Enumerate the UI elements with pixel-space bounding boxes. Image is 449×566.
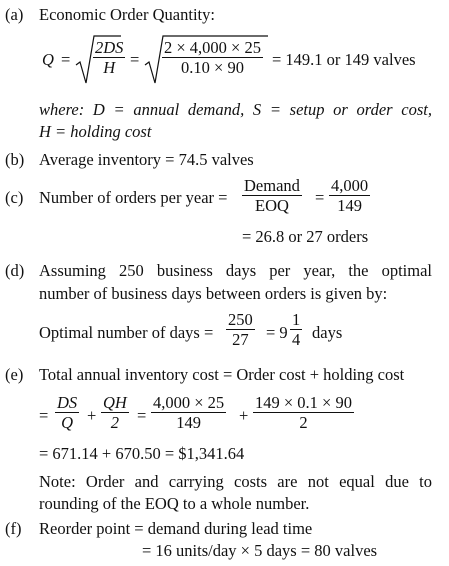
plus-sign: + [239,406,249,425]
reorder-point-text: Reorder point = demand during lead time [39,519,313,538]
plus-sign: + [87,406,97,425]
part-e-label: (e) [5,365,24,384]
part-f-label: (f) [5,519,22,538]
fraction-denominator: EOQ [254,196,289,215]
orders-numeric-fraction [329,176,370,215]
equals-sign: = [61,50,71,69]
part-b-label: (b) [5,150,25,169]
quarter-fraction [290,310,302,349]
part-d-label: (d) [5,261,25,280]
equals-sign: = [315,188,325,207]
fraction-numerator: 4,000 [331,176,369,195]
equals-nine: = 9 [266,323,288,342]
note-line2: rounding of the EOQ to a whole number. [39,494,310,513]
equals-sign: = [39,406,49,425]
fraction-numerator: 4,000 × 25 [153,393,225,412]
part-a-title: Economic Order Quantity: [39,5,215,24]
fraction-denominator: 149 [176,413,201,432]
assumption-line1: Assuming 250 business days per year, the optimal [39,261,432,280]
equals-sign: = [137,406,147,425]
demand-over-eoq-fraction [242,176,302,215]
total-cost-text: Total annual inventory cost = Order cost + holding cost [39,365,405,384]
qh-over-2-fraction [101,393,129,432]
fraction-numerator: DS [57,393,78,412]
fraction-denominator: 149 [337,196,362,215]
equals-sign: = [130,50,140,69]
fraction-denominator: 2 [110,413,120,432]
orders-per-year-text: Number of orders per year = [39,188,228,207]
fraction-denominator: 0.10 × 90 [181,58,244,77]
total-cost-result: = 671.14 + 670.50 = $1,341.64 [39,444,245,463]
part-c-label: (c) [5,188,24,207]
orders-result: = 26.8 or 27 orders [242,227,369,246]
average-inventory-text: Average inventory = 74.5 valves [39,150,254,169]
optimal-days-text: Optimal number of days = [39,323,214,342]
sqrt-2ds-over-h [75,33,124,87]
fraction-denominator: Q [61,413,74,432]
assumption-line2: number of business days between orders is given by: [39,284,388,303]
order-cost-fraction [151,393,226,432]
fraction-numerator: Demand [244,176,300,195]
eoq-symbol-q: Q [42,50,54,69]
ds-over-q-fraction [55,393,79,432]
fraction-numerator: 2 × 4,000 × 25 [164,38,261,57]
fraction-denominator: 27 [232,330,249,349]
fraction-numerator: 2DS [95,38,124,57]
note-line1: Note: Order and carrying costs are not equal due to [39,472,432,491]
fraction-numerator: 149 × 0.1 × 90 [255,393,352,412]
where-definitions-line1: where: D = annual demand, S = setup or order cost, [39,100,432,119]
days-unit: days [312,323,343,342]
fraction-numerator: 250 [228,310,253,329]
eoq-result: = 149.1 or 149 valves [272,50,416,69]
fraction-numerator: 1 [292,310,301,329]
where-definitions-line2: H = holding cost [39,122,152,141]
fraction-numerator: QH [103,393,127,412]
fraction-denominator: 4 [292,330,301,349]
holding-cost-fraction [253,393,354,432]
sqrt-eoq-numeric [144,33,268,87]
reorder-point-result: = 16 units/day × 5 days = 80 valves [142,541,378,560]
fraction-denominator: H [103,58,116,77]
part-a-label: (a) [5,5,24,24]
days-fraction [226,310,255,349]
fraction-denominator: 2 [299,413,308,432]
